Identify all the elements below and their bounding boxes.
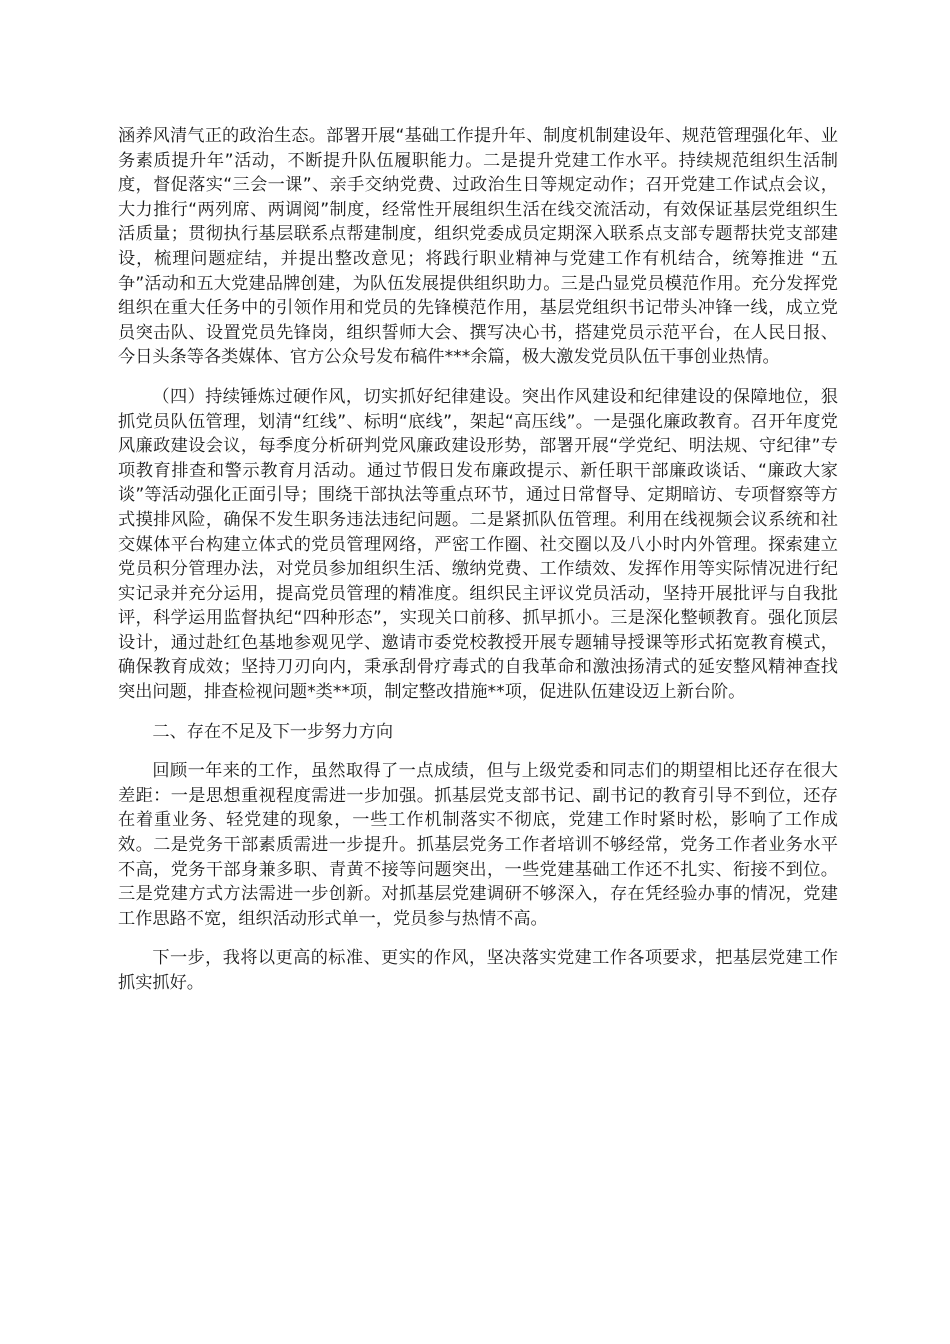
document-page — [118, 124, 838, 1011]
paragraph-discipline-building: （四）持续锤炼过硬作风，切实抓好纪律建设。突出作风建设和纪律建设的保障地位，狠抓党员队伍管理，划清“红线”、标明“底线”，架起“高压线”。一是强化廉政教育。召开年度党风廉政建设会议，每季度分析研判党风廉政建设形势，部署开展“学党纪、明法规、守纪律”专项教育排查和警示教育月活动。通过节假日发布廉政提示、新任职干部廉政谈话、“廉政大家谈”等活动强化正面引导；围绕干部执法等重点环节，通过日常督导、定期暗访、专项督察等方式摸排风险，确保不发生职务违法违纪问题。二是紧抓队伍管理。利用在线视频会议系统和社交媒体平台构建立体式的党员管理网络，严密工作圈、社交圈以及八小时内外管理。探索建立党员积分管理办法，对党员参加组织生活、缴纳党费、工作绩效、发挥作用等实际情况进行纪实记录并充分运用，提高党员管理的精准度。组织民主评议党员活动，坚持开展批评与自我批评，科学运用监督执纪“四种形态”，实现关口前移、抓早抓小。三是深化整顿教育。强化顶层设计，通过赴红色基地参观见学、邀请市委党校教授开展专题辅导授课等形式拓宽教育模式，确保教育成效；坚持刀刃向内，秉承刮骨疗毒式的自我革命和激浊扬清式的延安整风精神查找突出问题，排查检视问题*类**项，制定整改措施**项，促进队伍建设迈上新台阶。 — [118, 386, 838, 703]
section-heading-shortcomings: 二、存在不足及下一步努力方向 — [152, 721, 394, 742]
paragraph-next-steps: 下一步，我将以更高的标准、更实的作风，坚决落实党建工作各项要求，把基层党建工作抓实抓好。 — [118, 948, 838, 993]
paragraph-shortcomings: 回顾一年来的工作，虽然取得了一点成绩，但与上级党委和同志们的期望相比还存在很大差距：一是思想重视程度需进一步加强。抓基层党支部书记、副书记的教育引导不到位，还存在着重业务、轻党建的现象，一些工作机制落实不彻底，党建工作时紧时松，影响了工作成效。二是党务干部素质需进一步提升。抓基层党务工作者培训不够经常，党务工作者业务水平不高，党务干部身兼多职、青黄不接等问题突出，一些党建基础工作还不扎实、衔接不到位。三是党建方式方法需进一步创新。对抓基层党建调研不够深入，存在凭经验办事的情况，党建工作思路不宽，组织活动形式单一，党员参与热情不高。 — [118, 761, 838, 929]
paragraph-party-building-continued: 涵养风清气正的政治生态。部署开展“基础工作提升年、制度机制建设年、规范管理强化年、业务素质提升年”活动，不断提升队伍履职能力。二是提升党建工作水平。持续规范组织生活制度，督促落实“三会一课”、亲手交纳党费、过政治生日等规定动作；召开党建工作试点会议，大力推行“两列席、两调阅”制度，经常性开展组织生活在线交流活动，有效保证基层党组织生活质量；贯彻执行基层联系点帮建制度，组织党委成员定期深入联系点支部专题帮扶党支部建设，梳理问题症结，并提出整改意见；将践行职业精神与党建工作有机结合，统筹推进 “五争”活动和五大党建品牌创建，为队伍发展提供组织助力。三是凸显党员模范作用。充分发挥党组织在重大任务中的引领作用和党员的先锋模范作用，基层党组织书记带头冲锋一线，成立党员突击队、设置党员先锋岗，组织誓师大会、撰写决心书，搭建党员示范平台，在人民日报、今日头条等各类媒体、官方公众号发布稿件***余篇，极大激发党员队伍干事创业热情。 — [118, 126, 838, 368]
